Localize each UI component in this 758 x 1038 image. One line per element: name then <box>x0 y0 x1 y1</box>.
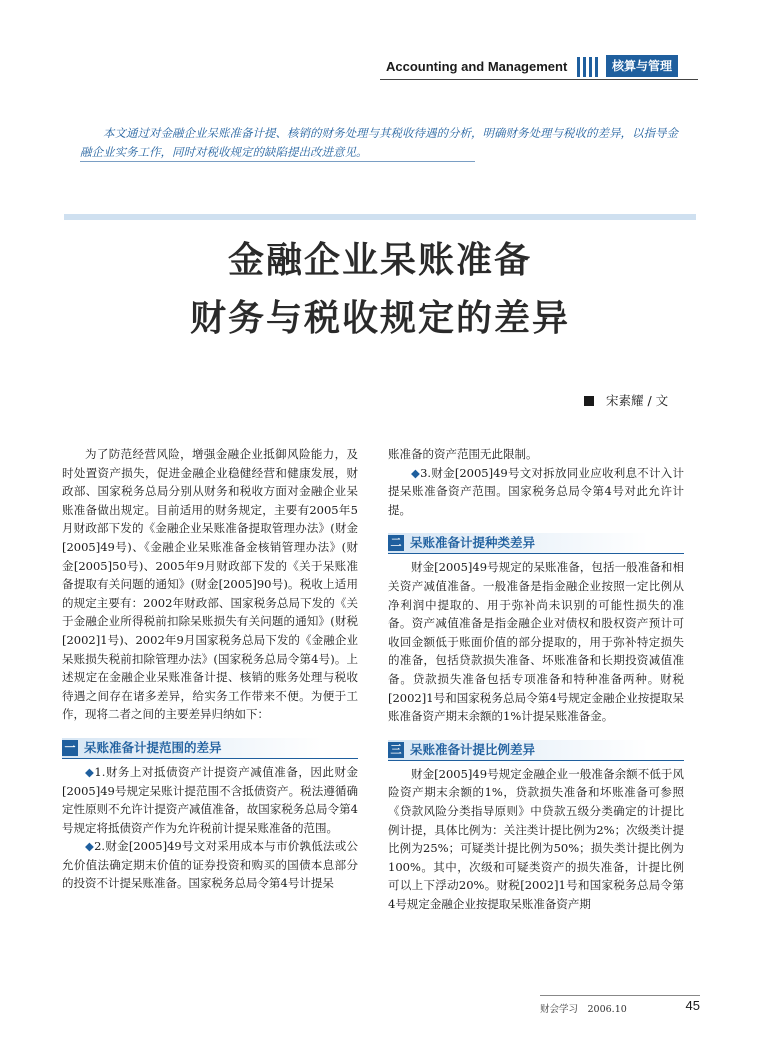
section-3-paragraph: 财金[2005]49号规定金融企业一般准备余额不低于风险资产期末余额的1%，贷款损失准备和坏账准备可参照《贷款风险分类指导原则》中贷款五级分类确定的计提比例计提，具体比例为：关注类计提比例为2%；次级类计提比例为25%；可疑类计提比例为50%；损失类计提比例为100%。其中，次级和可疑类资产的损失准备，计提比例可以上下浮动20%。财税[2002]1号和国家税务总局令第4号规定金融企业按提取呆账准备资产期 <box>388 766 684 911</box>
page-number: 45 <box>685 998 700 1013</box>
section-number-1: 一 <box>62 740 78 756</box>
right-column <box>388 445 684 913</box>
header-rule <box>380 79 698 80</box>
article-title-line1: 金融企业呆账准备 <box>227 240 532 281</box>
abstract: 本文通过对金融企业呆账准备计提、核销的财务处理与其税收待遇的分析，明确财务处理与税收的差异，以指导金融企业实务工作，同时对税收规定的缺陷提出改进意见。 <box>80 126 678 159</box>
paragraph-item-3: ◆3.财金[2005]49号文对拆放同业应收利息不计入计提呆账准备资产范围。国家税务总局令第4号对此允许计提。 <box>388 465 684 517</box>
section-heading-3 <box>388 740 684 761</box>
header-english: Accounting and Management <box>386 59 568 74</box>
continued-paragraph: 账准备的资产范围无此限制。 <box>388 447 538 461</box>
paragraph-item-1: ◆1.财务上对抵债资产计提资产减值准备，因此财金[2005]49号规定呆账计提范围不含抵债资产。税法遵循确定性原则不允许计提资产减值准备，故国家税务总局令第4号规定将抵债资产作为允许税前计提呆账准备的范围。 <box>62 764 358 835</box>
footer-rule <box>540 995 700 996</box>
header-section-tag: 核算与管理 <box>606 55 678 77</box>
author-square-icon <box>584 396 594 406</box>
footer-source: 财会学习 2006.10 <box>540 1004 627 1015</box>
diamond-bullet-icon: ◆ <box>85 839 95 854</box>
diamond-bullet-icon: ◆ <box>85 764 95 779</box>
section-title-2: 呆账准备计提种类差异 <box>410 535 536 551</box>
paragraph-item-2: ◆2.财金[2005]49号文对采用成本与市价孰低法或公允价值法确定期末价值的证券投资和购买的国债本息部分的投资不计提呆账准备。国家税务总局令第4号计提呆 <box>62 839 358 891</box>
intro-paragraph: 为了防范经营风险，增强金融企业抵御风险能力，及时处置资产损失，促进金融企业稳健经营和健康发展，财政部、国家税务总局分别从财务和税收方面对金融企业呆账准备做出规定。目前适用的财务规定，主要有2005年5月财政部下发的《金融企业呆账准备提取管理办法》(财金[2005]49号)、《金融企业呆账准备金核销管理办法》(财金[2005]50号)、2005年9月财政部下发的《关于呆账准备提取有关问题的通知》(财金[2005]90号)。税收上适用的规定主要有：2002年财政部、国家税务总局下发的《关于金融企业所得税前扣除呆账损失有关问题的通知》(财税[2002]1号)、2002年9月国家税务总局下发的《金融企业呆账损失税前扣除管理办法》(国家税务总局令第4号)。上述规定在金融企业呆账准备计提、核销的账务处理与税收待遇之间存在诸多差异，给实务工作带来不便。为便于工作，现将二者之间的主要差异归纳如下： <box>62 447 358 722</box>
author-name: 宋素耀 / 文 <box>606 393 669 408</box>
page-footer <box>540 998 700 1015</box>
section-number-3: 三 <box>388 742 404 758</box>
abstract-underline <box>80 161 475 162</box>
diamond-bullet-icon: ◆ <box>411 465 421 480</box>
section-number-2: 二 <box>388 535 404 551</box>
section-title-3: 呆账准备计提比例差异 <box>410 741 536 757</box>
section-title-1: 呆账准备计提范围的差异 <box>84 739 222 755</box>
title-band <box>64 214 696 220</box>
section-heading-1 <box>62 738 358 759</box>
author-byline <box>584 391 668 409</box>
left-column <box>62 445 358 893</box>
section-2-paragraph: 财金[2005]49号规定的呆账准备，包括一般准备和相关资产减值准备。一般准备是指金融企业按照一定比例从净利润中提取的、用于弥补尚未识别的可能性损失的准备。资产减值准备是指金融企业对债权和股权资产预计可收回金额低于账面价值的部分提取的，用于弥补特定损失的准备，包括贷款损失准备、坏账准备和长期投资减值准备。贷款损失准备包括专项准备和特种准备两种。财税[2002]1号和国家税务总局令第4号规定金融企业按提取呆账准备资产期末余额的1%计提呆账准备金。 <box>388 560 684 724</box>
section-heading-2 <box>388 533 684 554</box>
running-header <box>380 55 700 81</box>
article-title-line2: 财务与税收规定的差异 <box>189 298 570 339</box>
